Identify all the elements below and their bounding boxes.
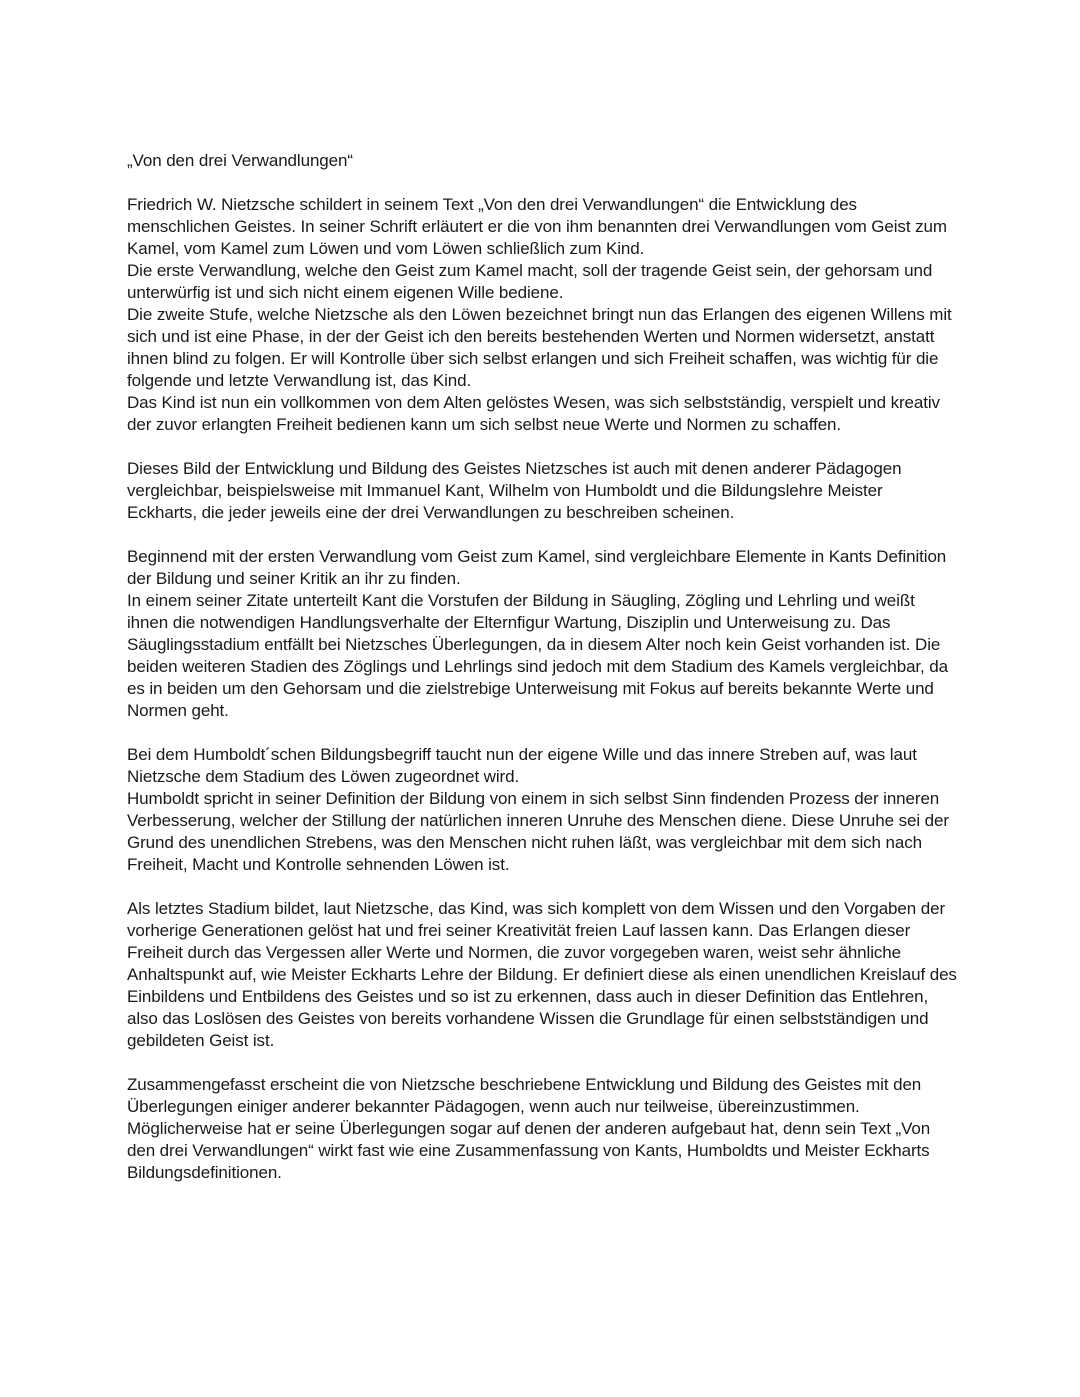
paragraph: In einem seiner Zitate unterteilt Kant die Vorstufen der Bildung in Säugling, Zögling und Lehrling und weißt ihnen die notwendigen Handlungsverhalte der Elternfigur Wartung, Disziplin und Unterweisung zu. Das Säuglingsstadium entfällt bei Nietzsches Überlegungen, da in diesem Alter noch kein Geist vorhanden ist. Die beiden weiteren Stadien des Zöglings und Lehrlings sind jedoch mit dem Stadium des Kamels vergleichbar, da es in beiden um den Gehorsam und die zielstrebige Unterweisung mit Fokus auf bereits bekannte Werte und Normen geht. [127, 591, 948, 720]
paragraph: Zusammengefasst erscheint die von Nietzsche beschriebene Entwicklung und Bildung des Geistes mit den Überlegungen einiger anderer bekannter Pädagogen, wenn auch nur teilweise, übereinzustimmen. Möglicherweise hat er seine Überlegungen sogar auf denen der anderen aufgebaut hat, denn sein Text „Von den drei Verwandlungen“ wirkt fast wie eine Zusammenfassung von Kants, Humboldts und Meister Eckharts Bildungsdefinitionen. [127, 1075, 931, 1182]
paragraph: Friedrich W. Nietzsche schildert in seinem Text „Von den drei Verwandlungen“ die Entwicklung des menschlichen Geistes. In seiner Schrift erläutert er die von ihm benannten drei Verwandlungen vom Geist zum Kamel, vom Kamel zum Löwen und vom Löwen schließlich zum Kind. [127, 195, 947, 258]
paragraph: Das Kind ist nun ein vollkommen von dem Alten gelöstes Wesen, was sich selbstständig, verspielt und kreativ der zuvor erlangten Freiheit bedienen kann um sich selbst neue Werte und Normen zu schaffen. [127, 393, 940, 434]
paragraph: Die erste Verwandlung, welche den Geist zum Kamel macht, soll der tragende Geist sein, der gehorsam und unterwürfig ist und sich nicht einem eigenen Wille bediene. [127, 261, 933, 302]
paragraph: Bei dem Humboldt´schen Bildungsbegriff taucht nun der eigene Wille und das innere Streben auf, was laut Nietzsche dem Stadium des Löwen zugeordnet wird. [127, 745, 917, 786]
document-title: „Von den drei Verwandlungen“ [127, 151, 353, 170]
section-introduction [127, 194, 957, 436]
paragraph: Humboldt spricht in seiner Definition der Bildung von einem in sich selbst Sinn findenden Prozess der inneren Verbesserung, welcher der Stillung der natürlichen inneren Unruhe des Menschen diene. Diese Unruhe sei der Grund des unendlichen Strebens, was den Menschen nicht ruhen läßt, was vergleichbar mit dem sich nach Freiheit, Macht und Kontrolle sehnenden Löwen ist. [127, 789, 949, 874]
section-eckhart [127, 898, 957, 1052]
section-kant [127, 546, 957, 722]
section-conclusion [127, 1074, 957, 1184]
paragraph: Die zweite Stufe, welche Nietzsche als den Löwen bezeichnet bringt nun das Erlangen des eigenen Willens mit sich und ist eine Phase, in der der Geist ich den bereits bestehenden Werten und Normen widersetzt, anstatt ihnen blind zu folgen. Er will Kontrolle über sich selbst erlangen und sich Freiheit schaffen, was wichtig für die folgende und letzte Verwandlung ist, das Kind. [127, 305, 952, 390]
section-comparison [127, 458, 957, 524]
paragraph: Als letztes Stadium bildet, laut Nietzsche, das Kind, was sich komplett von dem Wissen und den Vorgaben der vorherige Generationen gelöst hat und frei seiner Kreativität freien Lauf lassen kann. Das Erlangen dieser Freiheit durch das Vergessen aller Werte und Normen, die zuvor vorgegeben waren, weist sehr ähnliche Anhaltspunkt auf, wie Meister Eckharts Lehre der Bildung. Er definiert diese als einen unendlichen Kreislauf des Einbildens und Entbildens des Geistes und so ist zu erkennen, dass auch in dieser Definition das Entlehren, also das Loslösen des Geistes von bereits vorhandene Wissen die Grundlage für einen selbstständigen und gebildeten Geist ist. [127, 899, 957, 1050]
document-body [127, 150, 957, 1206]
paragraph: Beginnend mit der ersten Verwandlung vom Geist zum Kamel, sind vergleichbare Elemente in Kants Definition der Bildung und seiner Kritik an ihr zu finden. [127, 547, 947, 588]
section-humboldt [127, 744, 957, 876]
paragraph: Dieses Bild der Entwicklung und Bildung des Geistes Nietzsches ist auch mit denen anderer Pädagogen vergleichbar, beispielsweise mit Immanuel Kant, Wilhelm von Humboldt und die Bildungslehre Meister Eckharts, die jeder jeweils eine der drei Verwandlungen zu beschreiben scheinen. [127, 459, 902, 522]
